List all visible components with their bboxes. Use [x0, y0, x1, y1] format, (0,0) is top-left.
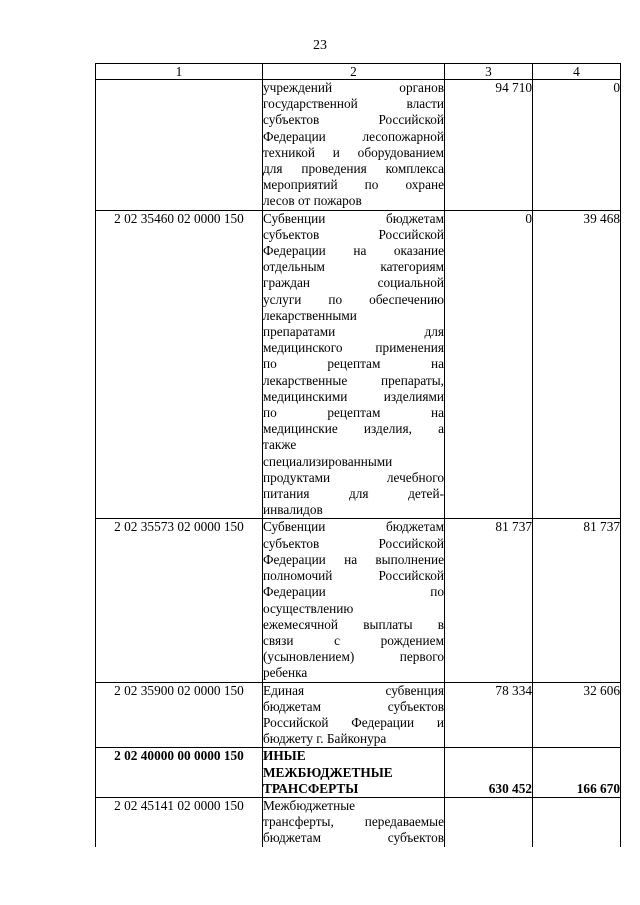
description-line: Субвенции бюджетам — [263, 210, 444, 226]
budget-code-cell: 2 02 45141 02 0000 150 — [96, 797, 263, 846]
description-line: граждан социальной — [263, 275, 444, 291]
description-line: лекарственными — [263, 307, 357, 323]
description-cell — [263, 797, 445, 846]
description-line: услуги по обеспечению — [263, 291, 444, 307]
description-line: МЕЖБЮДЖЕТНЫЕ — [263, 764, 393, 780]
amount-col4-cell — [533, 797, 621, 846]
description-line: государственной власти — [263, 96, 444, 112]
description-line: полномочий Российской — [263, 568, 444, 584]
description-line: лесов от пожаров — [263, 193, 362, 209]
budget-code-cell — [96, 80, 263, 211]
description-line: бюджету г. Байконура — [263, 731, 387, 747]
amount-col3-cell: 81 737 — [445, 519, 533, 682]
description-line: ТРАНСФЕРТЫ — [263, 780, 359, 796]
description-line: осуществлению — [263, 600, 354, 616]
column-header-1: 1 — [96, 64, 263, 80]
table-row — [96, 210, 621, 519]
description-line: Федерации лесопожарной — [263, 128, 444, 144]
description-line: питания для детей- — [263, 486, 444, 502]
page-number: 23 — [313, 38, 327, 53]
description-line: техникой и оборудованием — [263, 144, 444, 160]
description-cell — [263, 682, 445, 748]
amount-col4-cell: 81 737 — [533, 519, 621, 682]
description-line: ежемесячной выплаты в — [263, 616, 444, 632]
description-line: специализированными — [263, 453, 393, 469]
description-line: Российской Федерации и — [263, 714, 444, 730]
description-line: Единая субвенция — [263, 682, 444, 698]
description-line: трансферты, передаваемые — [263, 814, 444, 830]
description-line: Федерации на оказание — [263, 243, 444, 259]
budget-code-cell: 2 02 35573 02 0000 150 — [96, 519, 263, 682]
amount-col3-cell: 0 — [445, 210, 533, 519]
description-line: Федерации на выполнение — [263, 551, 444, 567]
budget-code-cell: 2 02 35900 02 0000 150 — [96, 682, 263, 748]
table-row — [96, 682, 621, 748]
table-row — [96, 797, 621, 846]
budget-table — [95, 63, 621, 847]
description-line: субъектов Российской — [263, 226, 444, 242]
description-line: инвалидов — [263, 502, 323, 518]
description-line: бюджетам субъектов — [263, 830, 444, 846]
description-line: отдельным категориям — [263, 259, 444, 275]
description-cell — [263, 519, 445, 682]
description-line: связи с рождением — [263, 632, 444, 648]
description-line: (усыновлением) первого — [263, 649, 444, 665]
amount-col4-cell: 32 606 — [533, 682, 621, 748]
budget-code-cell: 2 02 35460 02 0000 150 — [96, 210, 263, 519]
description-line: ребенка — [263, 665, 308, 681]
column-header-2: 2 — [263, 64, 445, 80]
description-line: учреждений органов — [263, 80, 444, 95]
budget-code-cell: 2 02 40000 00 0000 150 — [96, 748, 263, 798]
description-cell — [263, 80, 445, 211]
amount-col3-cell: 630 452 — [445, 748, 533, 798]
amount-col4-cell: 39 468 — [533, 210, 621, 519]
description-line: Федерации по — [263, 584, 444, 600]
description-line: по рецептам на — [263, 405, 444, 421]
description-line: медицинскими изделиями — [263, 388, 444, 404]
table-row — [96, 748, 621, 798]
description-line: для проведения комплекса — [263, 161, 444, 177]
amount-col4-cell: 0 — [533, 80, 621, 211]
table-row — [96, 519, 621, 682]
description-line: также — [263, 437, 297, 453]
description-line: лекарственные препараты, — [263, 372, 444, 388]
description-line: ИНЫЕ — [263, 748, 306, 764]
description-line: Субвенции бюджетам — [263, 519, 444, 535]
description-line: бюджетам субъектов — [263, 698, 444, 714]
description-line: препаратами для — [263, 324, 444, 340]
description-line: Межбюджетные — [263, 797, 356, 813]
column-header-3: 3 — [445, 64, 533, 80]
description-line: по рецептам на — [263, 356, 444, 372]
description-line: субъектов Российской — [263, 112, 444, 128]
description-line: субъектов Российской — [263, 535, 444, 551]
amount-col3-cell — [445, 797, 533, 846]
table-header-row — [96, 64, 621, 80]
column-header-4: 4 — [533, 64, 621, 80]
description-line: продуктами лечебного — [263, 469, 444, 485]
amount-col4-cell: 166 670 — [533, 748, 621, 798]
description-line: медицинские изделия, а — [263, 421, 444, 437]
description-line: медицинского применения — [263, 340, 444, 356]
table-row — [96, 80, 621, 211]
description-cell — [263, 210, 445, 519]
amount-col3-cell: 94 710 — [445, 80, 533, 211]
description-line: мероприятий по охране — [263, 177, 444, 193]
description-cell — [263, 748, 445, 798]
amount-col3-cell: 78 334 — [445, 682, 533, 748]
